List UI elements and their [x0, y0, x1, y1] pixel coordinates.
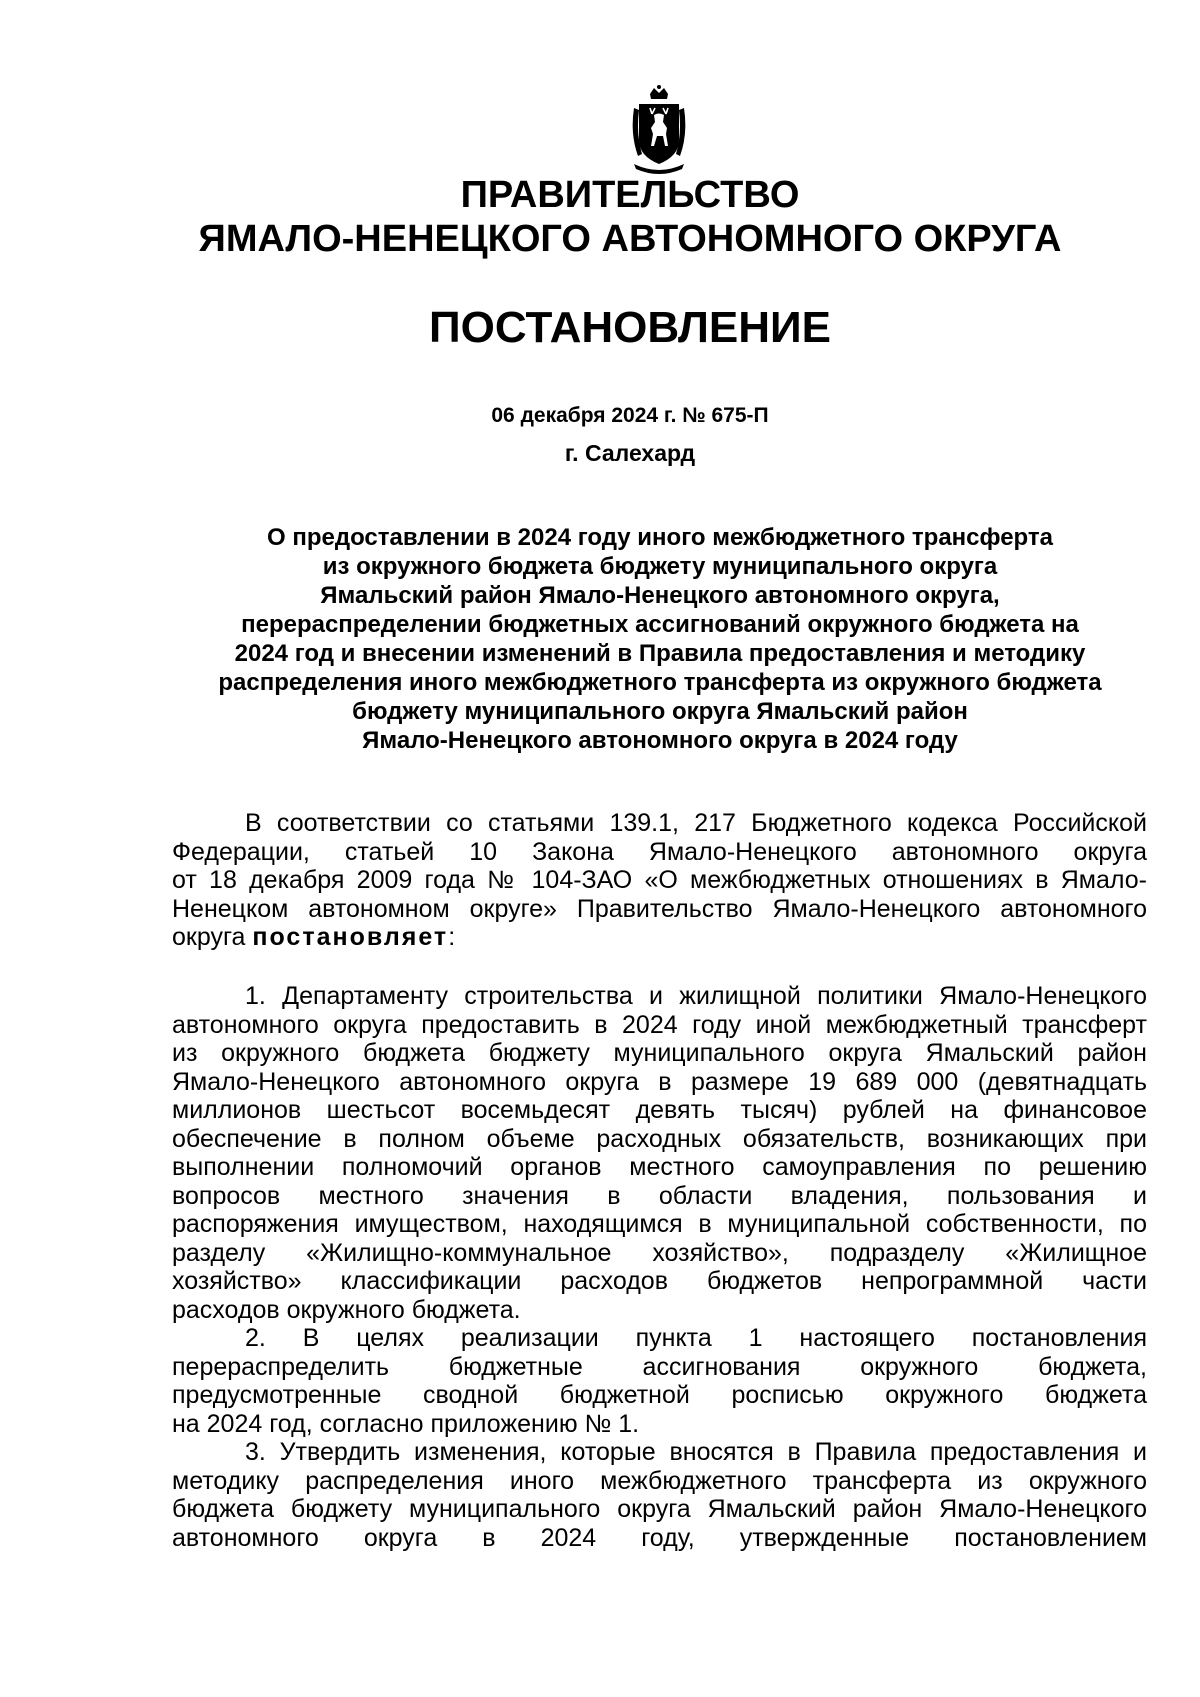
resolves-keyword: постановляет: [252, 923, 449, 951]
item-2-line: перераспределить бюджетные ассигнования окружного бюджета,: [172, 1352, 1147, 1381]
subject-line: Ямальский район Ямало-Ненецкого автономного округа,: [320, 582, 1000, 609]
item-1-line: автономного округа предоставить в 2024 году иной межбюджетный трансферт: [172, 1010, 1147, 1039]
item-3-paragraph: [172, 1438, 1147, 1552]
government-title-line1: ПРАВИТЕЛЬСТВО: [460, 174, 800, 216]
item-2-line: 2. В целях реализации пункта 1 настоящего постановления: [245, 1324, 1147, 1352]
government-title-line2: ЯМАЛО-НЕНЕЦКОГО АВТОНОМНОГО ОКРУГА: [198, 218, 1062, 260]
item-1-line: Ямало-Ненецкого автономного округа в размере 19 689 000 (девятнадцать: [172, 1067, 1147, 1096]
item-1-line: выполнении полномочий органов местного самоуправления по решению: [172, 1153, 1147, 1181]
item-1-paragraph: [172, 982, 1147, 1324]
subject-line: бюджету муниципального округа Ямальский район: [352, 698, 968, 725]
document-city: г. Салехард: [564, 440, 696, 466]
subject-line: из окружного бюджета бюджету муниципального округа: [322, 553, 998, 580]
preamble-last-prefix: округа: [172, 923, 253, 951]
item-1-line: разделу «Жилищно-коммунальное хозяйство», подразделу «Жилищное: [172, 1238, 1147, 1267]
item-1-line: вопросов местного значения в области владения, пользования и: [172, 1181, 1147, 1210]
item-1-line: расходов окружного бюджета.: [172, 1295, 521, 1324]
subject-line: 2024 год и внесении изменений в Правила предоставления и методику: [234, 640, 1086, 667]
document-date-number: 06 декабря 2024 г. № 675-П: [491, 404, 769, 427]
item-2-line: предусмотренные сводной бюджетной росписью окружного бюджета: [172, 1381, 1147, 1409]
item-3-line: бюджета бюджету муниципального округа Ямальский район Ямало-Ненецкого: [172, 1495, 1147, 1523]
item-2-line: на 2024 год, согласно приложению № 1.: [172, 1409, 640, 1438]
item-1-line: из окружного бюджета бюджету муниципального округа Ямальский район: [172, 1039, 1147, 1067]
yamal-coat-of-arms-icon: [630, 84, 688, 176]
document-subject: [170, 523, 1150, 755]
preamble-line: Федерации, статьей 10 Закона Ямало-Ненецкого автономного округа: [172, 837, 1147, 866]
preamble-line: от 18 декабря 2009 года № 104-ЗАО «О межбюджетных отношениях в Ямало-: [172, 866, 1147, 894]
subject-line: О предоставлении в 2024 году иного межбюджетного трансферта: [267, 524, 1053, 551]
subject-line: перераспределении бюджетных ассигнований окружного бюджета на: [241, 611, 1079, 638]
item-3-line: методику распределения иного межбюджетного трансферта из окружного: [172, 1466, 1147, 1495]
preamble-paragraph: [172, 809, 1147, 952]
item-1-line: миллионов шестьсот восемьдесят девять тысяч) рублей на финансовое: [172, 1096, 1147, 1124]
item-2-paragraph: [172, 1324, 1147, 1438]
preamble-line: В соответствии со статьями 139.1, 217 Бюджетного кодекса Российской: [245, 809, 1147, 837]
item-1-line: 1. Департаменту строительства и жилищной политики Ямало-Ненецкого: [245, 982, 1147, 1010]
document-type: ПОСТАНОВЛЕНИЕ: [428, 303, 832, 352]
subject-line: Ямало-Ненецкого автономного округа в 2024 году: [362, 727, 958, 754]
item-3-line: автономного округа в 2024 году, утвержденные постановлением: [172, 1523, 1147, 1552]
item-1-line: распоряжения имуществом, находящимся в муниципальной собственности, по: [172, 1210, 1147, 1238]
preamble-last-suffix: :: [448, 923, 456, 951]
item-1-line: хозяйство» классификации расходов бюджетов непрограммной части: [172, 1267, 1147, 1295]
item-1-line: обеспечение в полном объеме расходных обязательств, возникающих при: [172, 1124, 1147, 1153]
subject-line: распределения иного межбюджетного трансферта из окружного бюджета: [218, 669, 1102, 696]
item-3-line: 3. Утвердить изменения, которые вносятся в Правила предоставления и: [245, 1438, 1147, 1466]
preamble-last-line: [172, 923, 1147, 952]
preamble-line: Ненецком автономном округе» Правительство Ямало-Ненецкого автономного: [172, 894, 1147, 923]
